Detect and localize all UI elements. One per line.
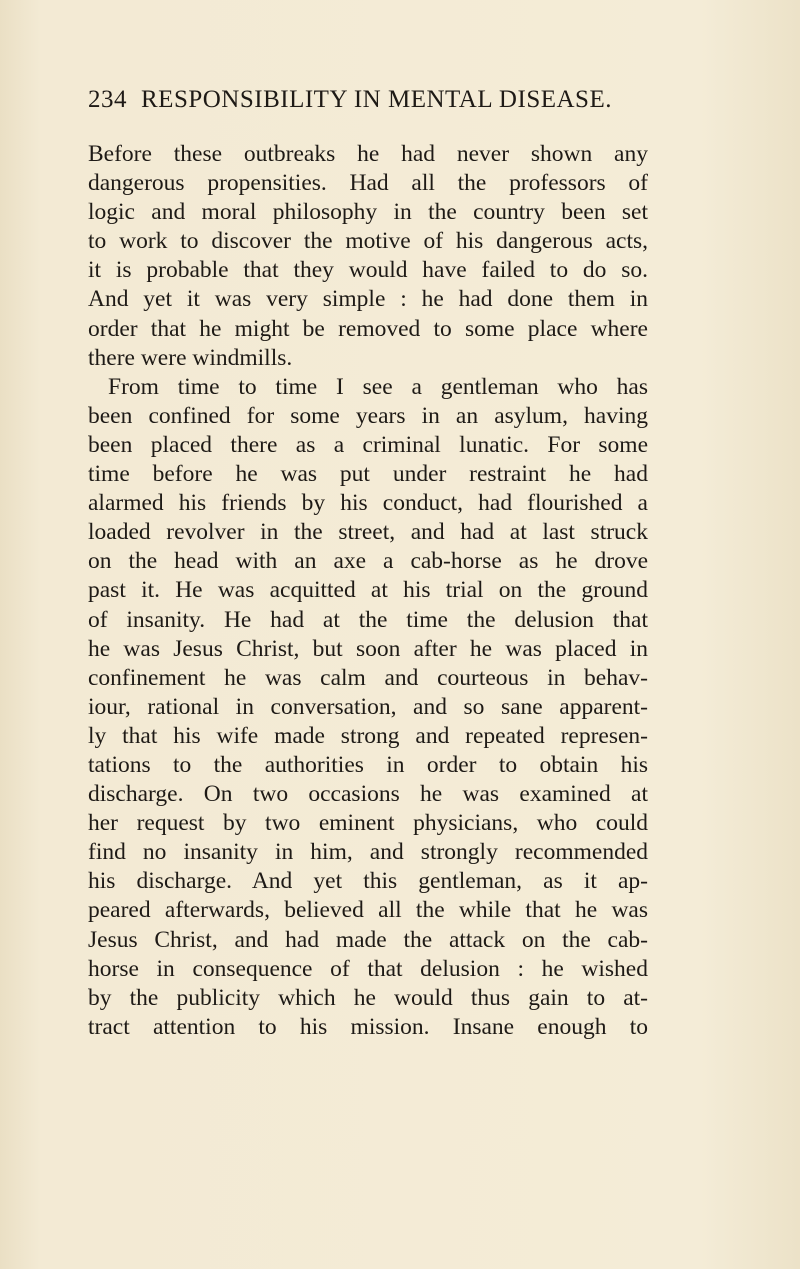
text-line: by the publicity which he would thus gain to at- bbox=[88, 984, 648, 1011]
text-line: And yet it was very simple : he had done them in bbox=[88, 286, 648, 313]
text-line: tations to the authorities in order to obtain his bbox=[88, 751, 648, 778]
page-number: 234 bbox=[88, 86, 127, 113]
text-line: been placed there as a criminal lunatic. For some bbox=[88, 431, 648, 458]
text-line: dangerous propensities. Had all the professors of bbox=[88, 170, 648, 197]
body-text bbox=[88, 140, 648, 1042]
text-line: Before these outbreaks he had never shown any bbox=[88, 141, 648, 167]
text-line: time before he was put under restraint he had bbox=[88, 461, 648, 488]
text-line: Jesus Christ, and had made the attack on the cab- bbox=[88, 926, 648, 953]
text-line: it is probable that they would have failed to do so. bbox=[88, 257, 648, 284]
text-line: he was Jesus Christ, but soon after he was placed in bbox=[88, 635, 648, 662]
text-line: confinement he was calm and courteous in behav- bbox=[88, 664, 648, 691]
text-line: From time to time I see a gentleman who has bbox=[108, 373, 648, 400]
text-line: to work to discover the motive of his dangerous acts, bbox=[88, 228, 648, 255]
text-line: alarmed his friends by his conduct, had flourished a bbox=[88, 490, 648, 517]
text-line: on the head with an axe a cab-horse as he drove bbox=[88, 548, 648, 575]
running-title: RESPONSIBILITY IN MENTAL DISEASE. bbox=[141, 86, 612, 113]
text-line: loaded revolver in the street, and had at last struck bbox=[88, 519, 648, 546]
text-line: logic and moral philosophy in the country been set bbox=[88, 199, 648, 226]
text-line: tract attention to his mission. Insane enough to bbox=[88, 1013, 648, 1040]
running-head bbox=[88, 86, 648, 122]
text-line: discharge. On two occasions he was examined at bbox=[88, 781, 648, 808]
text-line: there were windmills. bbox=[88, 344, 293, 371]
text-line: past it. He was acquitted at his trial on the ground bbox=[88, 577, 648, 604]
text-line: his discharge. And yet this gentleman, as it ap- bbox=[88, 868, 648, 895]
text-line: peared afterwards, believed all the while that he was bbox=[88, 897, 648, 924]
text-line: iour, rational in conversation, and so sane apparent- bbox=[88, 693, 648, 720]
text-line: her request by two eminent physicians, who could bbox=[88, 810, 648, 837]
text-line: horse in consequence of that delusion : he wished bbox=[88, 955, 648, 982]
text-line: been confined for some years in an asylum, having bbox=[88, 402, 648, 429]
text-line: ly that his wife made strong and repeated represen- bbox=[88, 722, 648, 749]
text-line: find no insanity in him, and strongly recommended bbox=[88, 839, 648, 866]
text-line: of insanity. He had at the time the delusion that bbox=[88, 606, 648, 633]
text-line: order that he might be removed to some place where bbox=[88, 315, 648, 342]
